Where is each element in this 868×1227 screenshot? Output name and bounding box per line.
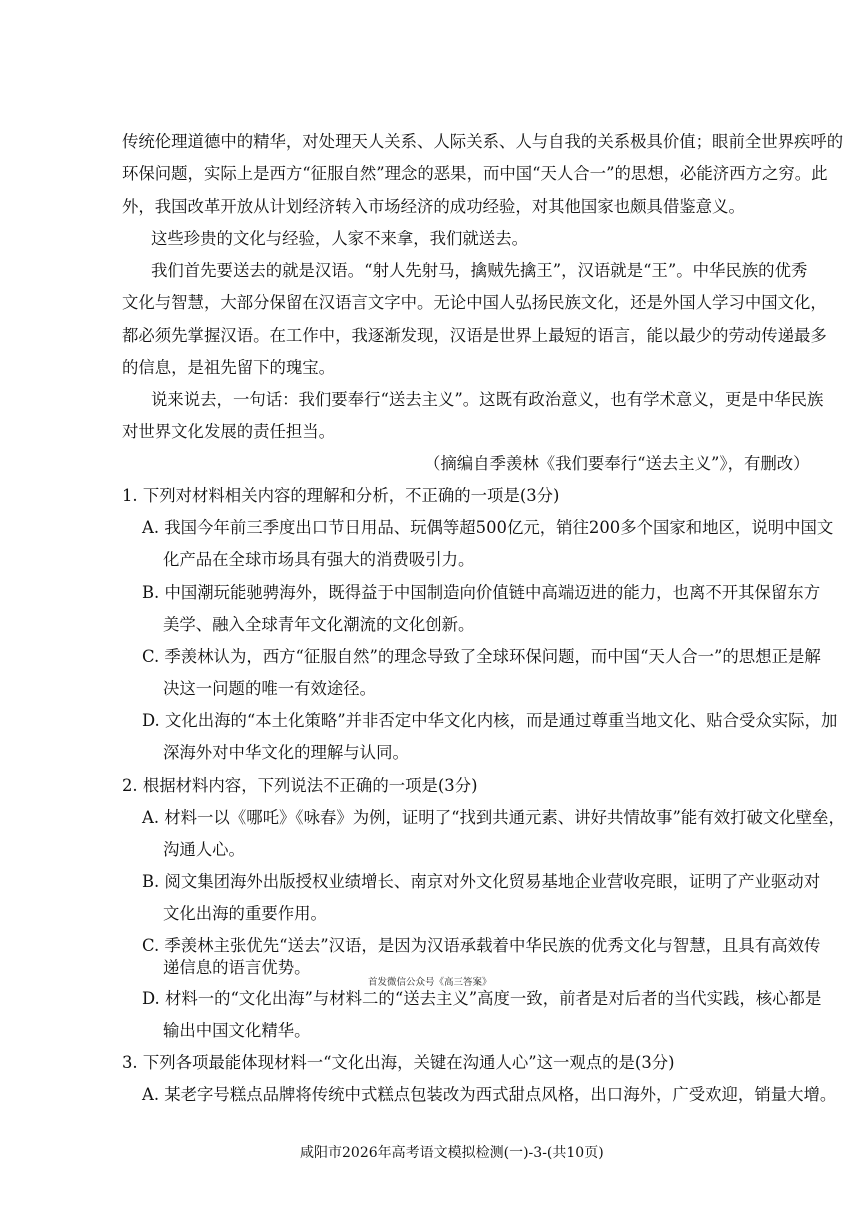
passage-source: （摘编自季羡林《我们要奉行“送去主义”》，有删改） xyxy=(424,454,810,473)
option-a-line: A. 材料一以《哪吒》《咏春》为例，证明了“找到共通元素、讲好共情故事”能有效打破文化壁垒， xyxy=(142,808,845,827)
passage-line: 的信息，是祖先留下的瑰宝。 xyxy=(122,358,336,377)
passage-line: 环保问题，实际上是西方“征服自然”理念的恶果，而中国“天人合一”的思想，必能济西方之穷。此 xyxy=(122,164,828,183)
option-c-line: C. 季羡林认为，西方“征服自然”的理念导致了全球环保问题，而中国“天人合一”的思想正是解 xyxy=(142,647,821,666)
passage-line: 对世界文化发展的责任担当。 xyxy=(122,422,336,441)
passage-line: 传统伦理道德中的精华，对处理天人关系、人际关系、人与自我的关系极具价值；眼前全世界疾呼的 xyxy=(122,132,844,151)
option-c-cont: 决这一问题的唯一有效途径。 xyxy=(163,679,377,698)
option-c-cont: 递信息的语言优势。 xyxy=(163,958,311,977)
option-b-line: B. 阅文集团海外出版授权业绩增长、南京对外文化贸易基地企业营收亮眼，证明了产业驱动对 xyxy=(142,872,821,891)
option-a-cont: 化产品在全球市场具有强大的消费吸引力。 xyxy=(163,550,475,569)
option-a-line: A. 某老字号糕点品牌将传统中式糕点包装改为西式甜点风格，出口海外，广受欢迎，销量大增。 xyxy=(142,1085,837,1104)
passage-line: 这些珍贵的文化与经验，人家不来拿，我们就送去。 xyxy=(151,229,528,248)
question-stem: 1. 下列对材料相关内容的理解和分析，不正确的一项是(3分) xyxy=(122,486,560,505)
passage-line: 都必须先掌握汉语。在工作中，我逐渐发现，汉语是世界上最短的语言，能以最少的劳动传递最多 xyxy=(122,326,827,345)
option-a-line: A. 我国今年前三季度出口节日用品、玩偶等超500亿元，销往200多个国家和地区，说明中国文 xyxy=(142,518,834,537)
option-b-line: B. 中国潮玩能驰骋海外，既得益于中国制造向价值链中高端迈进的能力，也离不开其保留东方 xyxy=(142,583,821,602)
passage-line: 文化与智慧，大部分保留在汉语言文字中。无论中国人弘扬民族文化，还是外国人学习中国文化， xyxy=(122,293,827,312)
passage-line: 外，我国改革开放从计划经济转入市场经济的成功经验，对其他国家也颇具借鉴意义。 xyxy=(122,197,745,216)
option-d-cont: 输出中国文化精华。 xyxy=(163,1021,311,1040)
option-b-cont: 文化出海的重要作用。 xyxy=(163,904,327,923)
option-d-line: D. 文化出海的“本土化策略”并非否定中华文化内核，而是通过尊重当地文化、贴合受众实际，加 xyxy=(142,711,838,730)
option-c-line: C. 季羡林主张优先“送去”汉语，是因为汉语承载着中华民族的优秀文化与智慧，且具有高效传 xyxy=(142,936,821,955)
passage-line: 我们首先要送去的就是汉语。“射人先射马，擒贼先擒王”，汉语就是“王”。中华民族的优秀 xyxy=(151,261,808,280)
passage-line: 说来说去，一句话：我们要奉行“送去主义”。这既有政治意义，也有学术意义，更是中华民族 xyxy=(151,390,824,409)
page-footer: 咸阳市2026年高考语文模拟检测(一)-3-(共10页) xyxy=(300,1145,604,1161)
watermark: 首发微信公众号《高三答案》 xyxy=(368,977,492,988)
question-stem: 2. 根据材料内容，下列说法不正确的一项是(3分) xyxy=(122,776,478,795)
option-a-cont: 沟通人心。 xyxy=(163,840,245,859)
question-stem: 3. 下列各项最能体现材料一“文化出海，关键在沟通人心”这一观点的是(3分) xyxy=(122,1053,675,1072)
option-d-line: D. 材料一的“文化出海”与材料二的“送去主义”高度一致，前者是对后者的当代实践，核心都是 xyxy=(142,989,822,1008)
option-b-cont: 美学、融入全球青年文化潮流的文化创新。 xyxy=(163,615,475,634)
option-d-cont: 深海外对中华文化的理解与认同。 xyxy=(163,743,409,762)
